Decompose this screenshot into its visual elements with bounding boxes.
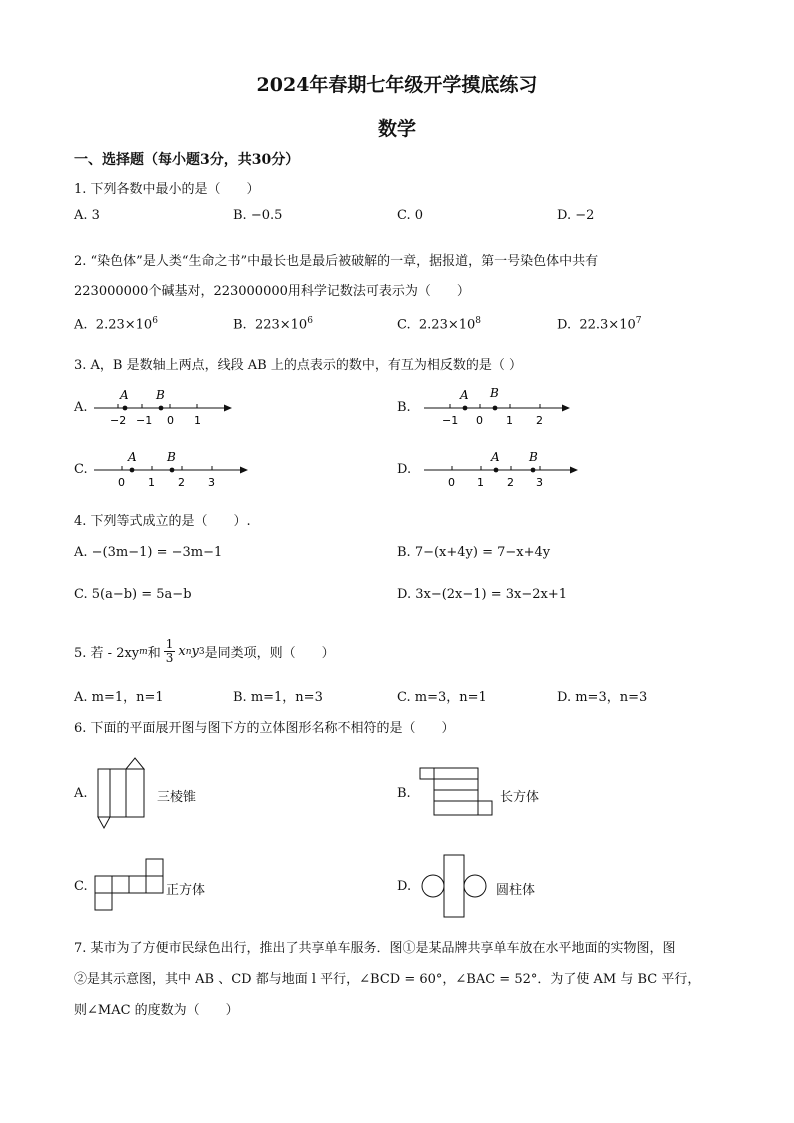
q6-stem: 6. 下面的平面展开图与图下方的立体图形名称不相符的是（ ）	[74, 721, 455, 736]
q5-fraction: 1 3	[165, 637, 174, 665]
q2-option-c: C. $2.23\times 10^8$	[397, 316, 482, 333]
q5-option-a: A. m=1，n=1	[74, 690, 164, 705]
q6-option-c-name: 正方体	[166, 883, 206, 898]
tick-label: −1	[442, 414, 459, 427]
q6-option-a-name: 三棱锥	[157, 790, 197, 805]
q6-net-d-cylinder	[419, 852, 495, 920]
page-title: 2024年春期七年级开学摸底练习	[256, 74, 538, 96]
q4-stem: 4. 下列等式成立的是（ ）.	[74, 514, 251, 529]
point-b-label: B	[529, 450, 538, 464]
q7-line3: 则∠MAC 的度数为（ ）	[74, 1003, 239, 1018]
point-a-label: A	[120, 388, 129, 402]
q3-number-line-d	[420, 448, 586, 492]
point-a-label: A	[460, 388, 469, 402]
q4-option-d: D. 3x−(2x−1) = 3x−2x+1	[397, 587, 568, 602]
q5-stem-prefix: 5. 若 - 2xy	[74, 646, 140, 661]
tick-label: 2	[178, 476, 185, 489]
q1-option-d: D. −2	[557, 208, 595, 223]
q6-option-b-name: 长方体	[500, 790, 540, 805]
point-a-label: A	[491, 450, 500, 464]
q2-option-a: A. $2.23\times 10^6$	[74, 316, 158, 333]
q5-stem-and: 和	[147, 646, 161, 661]
q2-option-b: B. $223\times 10^6$	[233, 316, 313, 333]
q7-line1: 7. 某市为了方便市民绿色出行，推出了共享单车服务．图①是某品牌共享单车放在水平地面的实物图，图	[74, 941, 676, 956]
tick-label: 0	[118, 476, 125, 489]
q5-stem-suffix: 是同类项，则（ ）	[204, 646, 335, 661]
tick-label: 0	[476, 414, 483, 427]
q4-option-c: C. 5(a−b) = 5a−b	[74, 587, 192, 602]
point-a-label: A	[128, 450, 137, 464]
tick-label: 1	[194, 414, 201, 427]
q3-number-line-b	[420, 386, 580, 430]
q1-option-a: A. 3	[74, 208, 100, 223]
q4-option-a: A. −(3m−1) = −3m−1	[74, 545, 223, 560]
q6-net-c-cube	[92, 856, 166, 914]
q3-option-b-label: B.	[397, 400, 411, 415]
tick-label: 0	[448, 476, 455, 489]
tick-label: 3	[536, 476, 543, 489]
q6-option-d-name: 圆柱体	[496, 883, 536, 898]
q5-stem: 5. 若 - 2xy m 和 1 3 x n y 3 是同类项，则（ ）	[74, 637, 335, 665]
q6-net-a-triangular-pyramid	[92, 755, 152, 831]
tick-label: 3	[208, 476, 215, 489]
point-b-label: B	[167, 450, 176, 464]
tick-label: −2	[110, 414, 127, 427]
q5-option-b: B. m=1，n=3	[233, 690, 323, 705]
section-heading: 一、选择题（每小题3分，共30分）	[74, 152, 300, 168]
q6-option-b-label: B.	[397, 786, 411, 801]
q3-option-d-label: D.	[397, 462, 412, 477]
q1-option-b: B. −0.5	[233, 208, 283, 223]
q2-stem-line2: 223000000个碱基对，223000000用科学记数法可表示为（ ）	[74, 284, 470, 299]
q1-stem: 1. 下列各数中最小的是（ ）	[74, 182, 260, 197]
tick-label: 0	[167, 414, 174, 427]
q6-net-b-cuboid	[418, 765, 498, 821]
tick-label: 1	[477, 476, 484, 489]
q6-option-a-label: A.	[74, 786, 88, 801]
q3-option-a-label: A.	[74, 400, 88, 415]
tick-label: 2	[536, 414, 543, 427]
subject-title: 数学	[377, 118, 416, 140]
q5-option-c: C. m=3，n=1	[397, 690, 487, 705]
q3-option-c-label: C.	[74, 462, 88, 477]
q6-option-c-label: C.	[74, 879, 88, 894]
point-b-label: B	[156, 388, 165, 402]
q3-number-line-c	[90, 448, 256, 492]
point-b-label: B	[490, 386, 499, 400]
tick-label: 2	[507, 476, 514, 489]
q3-number-line-a	[90, 386, 240, 430]
tick-label: −1	[136, 414, 153, 427]
q3-stem: 3. A，B 是数轴上两点，线段 AB 上的点表示的数中，有互为相反数的是（ ）	[74, 358, 522, 373]
q7-line2: ②是其示意图，其中 AB 、CD 都与地面 l 平行，∠BCD = 60°，∠BAC = 52°．为了使 AM 与 BC 平行，	[74, 972, 701, 987]
tick-label: 1	[148, 476, 155, 489]
q1-option-c: C. 0	[397, 208, 424, 223]
q5-exp-m: m	[139, 646, 148, 657]
q5-option-d: D. m=3，n=3	[557, 690, 648, 705]
q4-option-b: B. 7−(x+4y) = 7−x+4y	[397, 545, 551, 560]
tick-label: 1	[506, 414, 513, 427]
q6-option-d-label: D.	[397, 879, 412, 894]
q2-option-d: D. $22.3\times 10^7$	[557, 316, 642, 333]
q2-stem-line1: 2. “染色体”是人类“生命之书”中最长也是最后被破解的一章，据报道，第一号染色体中共有	[74, 254, 599, 269]
